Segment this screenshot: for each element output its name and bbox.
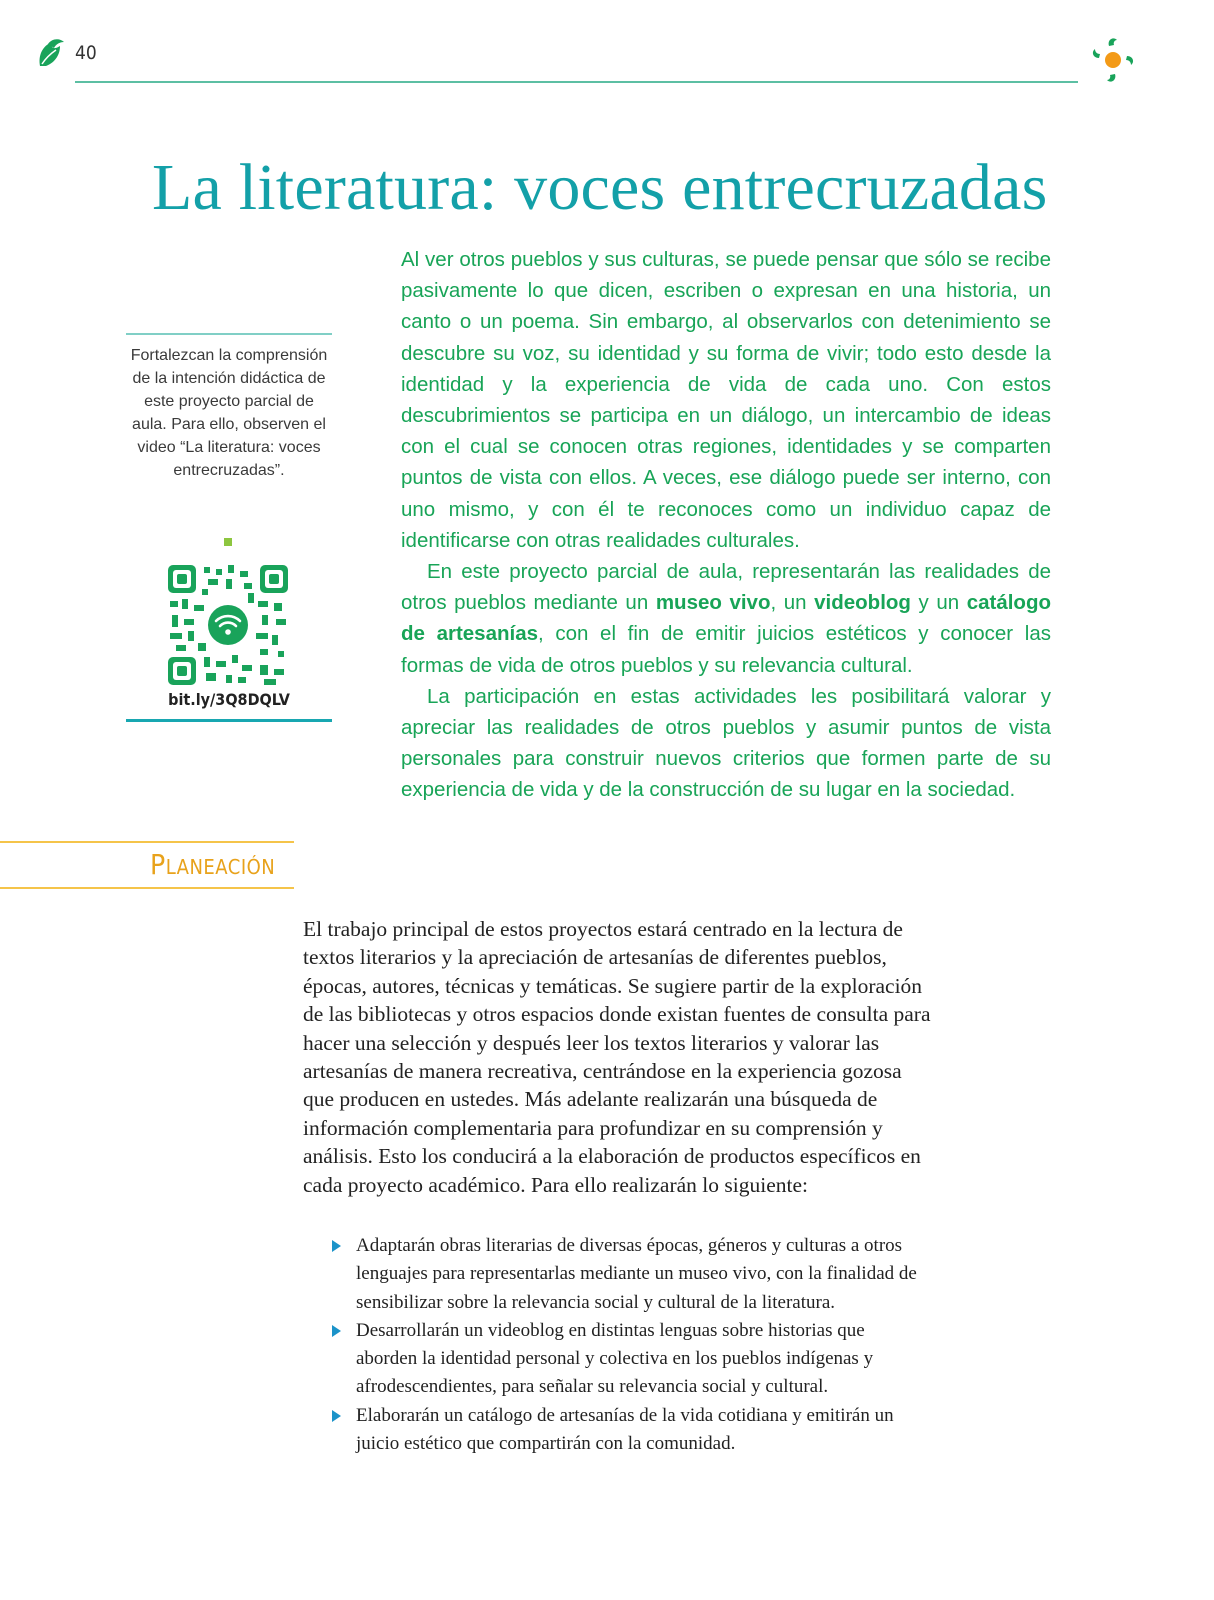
page-title: La literatura: voces entrecruzadas	[152, 151, 1048, 224]
list-item-text: Desarrollarán un videoblog en distintas lenguas sobre historias que aborden la identidad personal y colectiva en los pueblos indígenas y afrodescendientes, para señalar su relevancia social y cultural.	[356, 1319, 874, 1398]
planning-heading: Planeación	[150, 848, 276, 881]
sidebar-dot-icon	[224, 538, 232, 546]
list-item-text: Elaborarán un catálogo de artesanías de la vida cotidiana y emitirán un juicio estético que compartirán con la comunidad.	[356, 1404, 894, 1455]
planning-bullet-list	[330, 1232, 930, 1458]
list-item-text: Adaptarán obras literarias de diversas épocas, géneros y culturas a otros lenguajes para representarlas mediante un museo vivo, con la finalidad de sensibilizar sobre la relevancia social y cultural de la literatura.	[356, 1235, 917, 1313]
triangle-bullet-icon	[332, 1325, 341, 1337]
list-item	[330, 1317, 930, 1402]
intro-text	[401, 244, 1051, 806]
intro-p2-text-c: , un	[770, 591, 815, 615]
intro-paragraph-2	[401, 556, 1051, 681]
planning-top-rule	[0, 841, 294, 843]
page-number: 40	[75, 42, 97, 64]
planning-body-text: El trabajo principal de estos proyectos estará centrado en la lectura de textos literarios y la apreciación de artesanías de diferentes pueblos, épocas, autores, técnicas y temáticas. Se sugiere partir de la exploración de las bibliotecas y otros espacios donde existan fuentes de consulta para hacer una selección y después leer los textos literarios y valorar las artesanías de manera recreativa, centrándose en la experiencia gozosa que producen en ustedes. Más adelante realizarán una búsqueda de información complementaria para profundizar en su comprensión y análisis. Esto los conducirá a la elaboración de productos específicos en cada proyecto académico. Para ello realizarán lo siguiente:	[303, 917, 931, 1197]
list-item	[330, 1232, 930, 1317]
triangle-bullet-icon	[332, 1410, 341, 1422]
intro-p2-bold-videoblog: videoblog	[814, 591, 911, 615]
list-item	[330, 1402, 930, 1459]
qr-code-icon[interactable]	[168, 565, 288, 685]
sidebar-top-rule	[126, 333, 332, 335]
intro-p2-bold-museo-vivo: museo vivo	[655, 591, 771, 615]
sidebar-bottom-rule	[126, 719, 332, 722]
sidebar-text: Fortalezcan la comprensión de la intención didáctica de este proyecto parcial de aula. Para ello, observen el video “La literatura: voces entrecruzadas”.	[130, 347, 328, 479]
intro-paragraph-1: Al ver otros pueblos y sus culturas, se puede pensar que sólo se recibe pasivamente lo que dicen, escriben o expresan en una historia, un canto o un poema. Sin embargo, al observarlos con detenimiento se descubre su voz, su identidad y su forma de vivir; todo esto desde la identidad y la experiencia de vida de cada uno. Con estos descubrimientos se participa en un diálogo, un intercambio de ideas con el cual se conocen otras regiones, identidades y se comparten puntos de vista con ellos. A veces, ese diálogo puede ser interno, con uno mismo, y con él te reconoces como un individuo capaz de identificarse con otras realidades culturales.	[401, 248, 1051, 552]
intro-p2-text-a: En este proyecto parcial de aula, representarán las realidades de otros pueblos mediante un	[401, 560, 1051, 615]
video-link[interactable]: bit.ly/3Q8DQLV	[168, 690, 290, 709]
intro-paragraph-3: La participación en estas actividades les posibilitará valorar y apreciar las realidades de otros pueblos y asumir puntos de vista personales para construir nuevos criterios que formen parte de su experiencia de vida y de la construcción de su lugar en la sociedad.	[401, 684, 1051, 802]
triangle-bullet-icon	[332, 1240, 341, 1252]
intro-p2-text-e: , con el fin de emitir juicios estéticos y conocer las formas de vida de otros pueblos y su relevancia cultural.	[401, 622, 1051, 677]
planning-bottom-rule	[0, 887, 294, 889]
flower-logo-icon	[1087, 32, 1139, 86]
green-leaf-logo-icon	[34, 36, 70, 72]
intro-p2-bold-catalogo: catálogo de artesanías	[401, 591, 1051, 646]
header-divider	[75, 81, 1078, 83]
intro-p2-text-d: y un	[910, 591, 967, 615]
